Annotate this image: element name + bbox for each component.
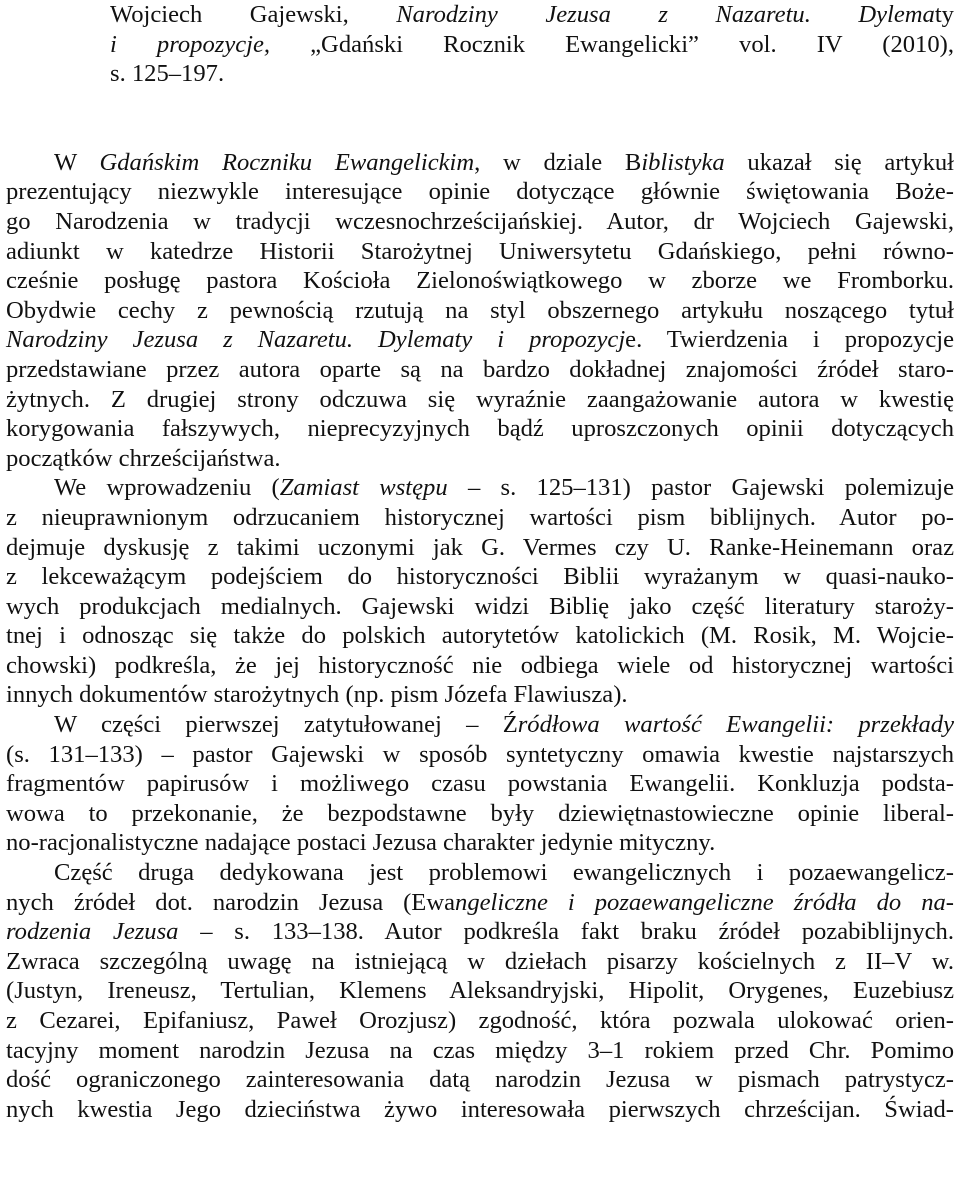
- header-line-2: i propozycje, „Gdański Rocznik Ewangelicki” vol. IV (2010),: [110, 30, 954, 58]
- paragraph-4: [6, 858, 954, 1124]
- paragraph-line: W części pierwszej zatytułowanej – Źródłowa wartość Ewangelii: przekłady: [54, 711, 954, 739]
- paragraph-line: prezentujący niezwykle interesujące opinie dotyczące głównie świętowania Boże-: [6, 178, 954, 206]
- bibliographic-header: [6, 0, 954, 89]
- header-line-1: Wojciech Gajewski, Narodziny Jezusa z Nazaretu. Dylematy: [110, 1, 954, 28]
- paragraph-line: Część druga dedykowana jest problemowi ewangelicznych i pozaewangelicz-: [54, 859, 954, 887]
- paragraph-line: innych dokumentów starożytnych (np. pism Józefa Flawiusza).: [6, 681, 628, 709]
- paragraph-line: W Gdańskim Roczniku Ewangelickim, w dziale Biblistyka ukazał się artykuł: [54, 148, 954, 176]
- paragraph-line: dejmuje dyskusję z takimi uczonymi jak G. Vermes czy U. Ranke-Heinemann oraz: [6, 533, 954, 561]
- paragraph-line: początków chrześcijaństwa.: [6, 444, 281, 472]
- paragraph-1: [6, 148, 954, 474]
- paragraph-line: korygowania fałszywych, nieprecyzyjnych bądź uproszczonych opinii dotyczących: [6, 415, 954, 443]
- document-page: [6, 0, 954, 1124]
- paragraph-3: [6, 710, 954, 858]
- paragraph-line: (Justyn, Ireneusz, Tertulian, Klemens Aleksandryjski, Hipolit, Orygenes, Euzebiusz: [6, 977, 954, 1005]
- paragraph-line: Obydwie cechy z pewnością rzutują na styl obszernego artykułu noszącego tytuł: [6, 296, 954, 324]
- paragraph-line: adiunkt w katedrze Historii Starożytnej Uniwersytetu Gdańskiego, pełni równo-: [6, 237, 954, 265]
- paragraph-line: (s. 131–133) – pastor Gajewski w sposób syntetyczny omawia kwestie najstarszych: [6, 740, 954, 768]
- paragraph-line: rodzenia Jezusa – s. 133–138. Autor podkreśla fakt braku źródeł pozabiblijnych.: [6, 918, 954, 946]
- paragraph-line: no-racjonalistyczne nadające postaci Jezusa charakter jedynie mityczny.: [6, 829, 716, 857]
- paragraph-line: wowa to przekonanie, że bezpodstawne były dziewiętnastowieczne opinie liberal-: [6, 799, 954, 827]
- paragraph-line: z lekceważącym podejściem do historyczności Biblii wyrażanym w quasi-nauko-: [6, 563, 954, 591]
- paragraph-line: wych produkcjach medialnych. Gajewski widzi Biblię jako część literatury staroży-: [6, 592, 954, 620]
- paragraph-line: cześnie posługę pastora Kościoła Zielonoświątkowego w zborze we Fromborku.: [6, 267, 954, 295]
- paragraph-line: fragmentów papirusów i możliwego czasu powstania Ewangelii. Konkluzja podsta-: [6, 770, 954, 798]
- paragraph-line: We wprowadzeniu (Zamiast wstępu – s. 125–131) pastor Gajewski polemizuje: [54, 474, 954, 502]
- spacer: [6, 89, 954, 148]
- paragraph-line: tacyjny moment narodzin Jezusa na czas między 3–1 rokiem przed Chr. Pomimo: [6, 1036, 954, 1064]
- paragraph-line: żytnych. Z drugiej strony odczuwa się wyraźnie zaangażowanie autora w kwestię: [6, 385, 954, 413]
- paragraph-line: go Narodzenia w tradycji wczesnochrześcijańskiej. Autor, dr Wojciech Gajewski,: [6, 207, 954, 235]
- header-line-3: s. 125–197.: [110, 60, 225, 88]
- paragraph-line: chowski) podkreśla, że jej historyczność nie odbiega wiele od historycznej wartości: [6, 651, 954, 679]
- paragraph-line: nych kwestia Jego dzieciństwa żywo interesowała pierwszych chrześcijan. Świad-: [6, 1095, 954, 1123]
- paragraph-line: Zwraca szczególną uwagę na istniejącą w dziełach pisarzy kościelnych z II–V w.: [6, 947, 954, 975]
- paragraph-2: [6, 473, 954, 710]
- paragraph-line: Narodziny Jezusa z Nazaretu. Dylematy i propozycje. Twierdzenia i propozycje: [6, 326, 954, 354]
- paragraph-line: nych źródeł dot. narodzin Jezusa (Ewangeliczne i pozaewangeliczne źródła do na-: [6, 888, 954, 916]
- paragraph-line: tnej i odnosząc się także do polskich autorytetów katolickich (M. Rosik, M. Wojcie-: [6, 622, 954, 650]
- paragraph-line: z nieuprawnionym odrzucaniem historycznej wartości pism biblijnych. Autor po-: [6, 503, 954, 531]
- paragraph-line: przedstawiane przez autora oparte są na bardzo dokładnej znajomości źródeł staro-: [6, 355, 954, 383]
- paragraph-line: dość ograniczonego zainteresowania datą narodzin Jezusa w pismach patrystycz-: [6, 1066, 954, 1094]
- paragraph-line: z Cezarei, Epifaniusz, Paweł Orozjusz) zgodność, która pozwala ulokować orien-: [6, 1007, 954, 1034]
